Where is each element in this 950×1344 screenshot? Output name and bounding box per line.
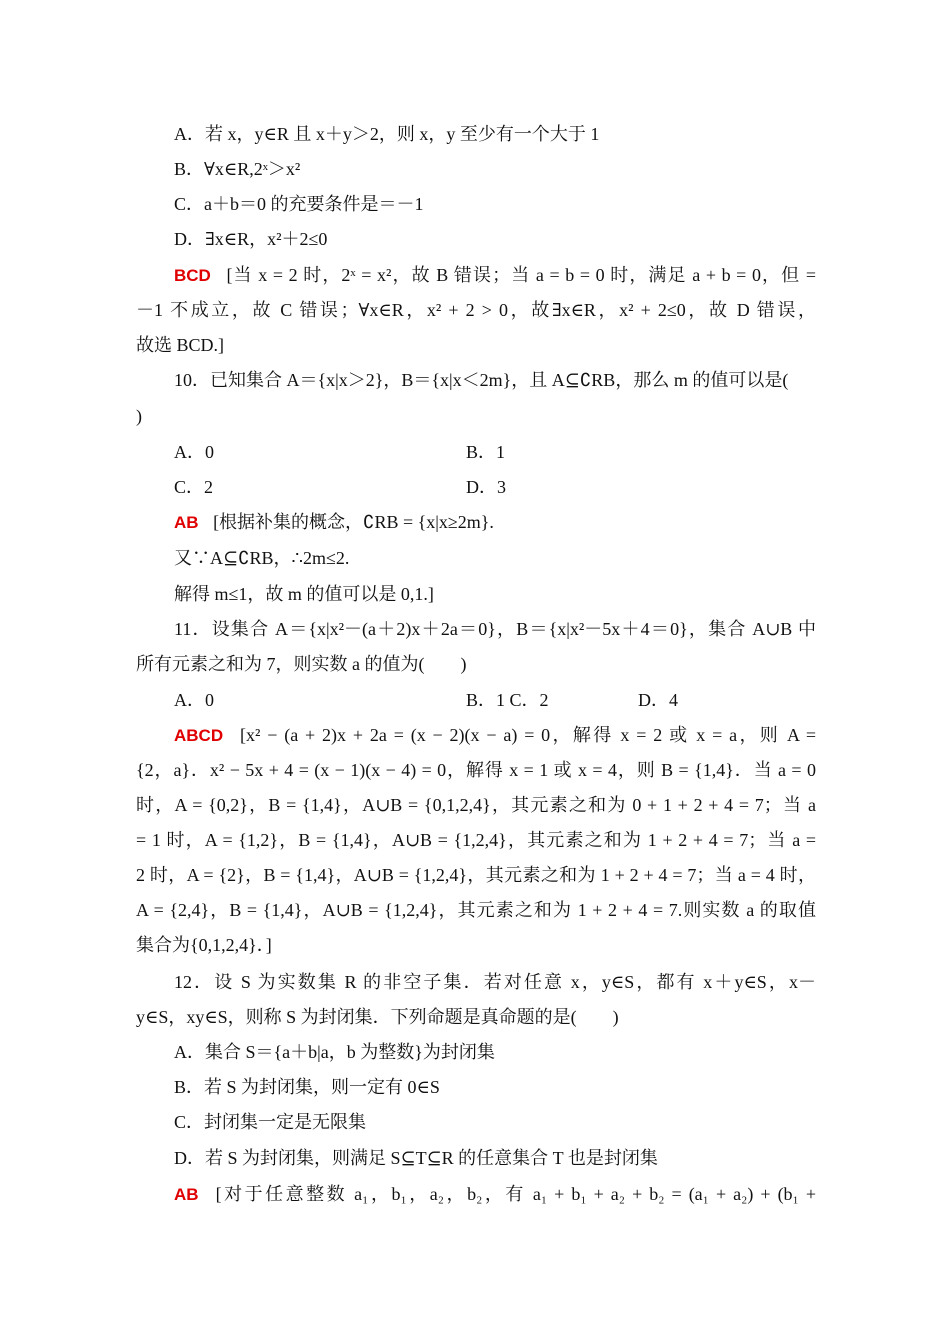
q9-answer-label: BCD — [174, 266, 211, 285]
q9-option-b: B．∀x∈R,2ˣ＞x² — [174, 159, 301, 179]
q11-explanation-6: A = {2,4}，B = {1,4}，A∪B = {1,2,4}，其元素之和为 1 + 2 + 4 = 7.则实数 a 的取值 — [136, 900, 816, 920]
q12-answer-label: AB — [174, 1185, 199, 1204]
q12-explanation-1: [对于任意整数 a₁，b₁，a₂，b₂，有 a₁ + b₁ + a₂ + b₂ = (a₁ + a₂) + (b₁ + — [215, 1184, 817, 1204]
q11-explanation-3: 时，A = {0,2}，B = {1,4}，A∪B = {0,1,2,4}，其元素之和为 0 + 1 + 2 + 4 = 7；当 a — [136, 795, 816, 815]
q11-answer-line — [174, 723, 816, 748]
q11-answer-label: ABCD — [174, 726, 224, 745]
q11-explanation-4: = 1 时，A = {1,2}，B = {1,4}，A∪B = {1,2,4}，其元素之和为 1 + 2 + 4 = 7；当 a = — [136, 830, 816, 850]
q12-option-d: D．若 S 为封闭集，则满足 S⊆T⊆R 的任意集合 T 也是封闭集 — [174, 1148, 658, 1168]
q12-answer-line — [174, 1182, 816, 1207]
q9-option-d: D．∃x∈R，x²＋2≤0 — [174, 229, 328, 249]
q10-answer-label: AB — [174, 513, 199, 532]
q11-option-bc: B．1 C．2 — [466, 690, 549, 710]
q11-explanation-5: 2 时，A = {2}，B = {1,4}，A∪B = {1,2,4}，其元素之和为 1 + 2 + 4 = 7；当 a = 4 时， — [136, 865, 816, 885]
q9-option-a: A．若 x，y∈R 且 x＋y＞2，则 x，y 至少有一个大于 1 — [174, 124, 600, 144]
q10-option-a: A．0 — [174, 442, 214, 462]
q10-explanation-1: [根据补集的概念，∁RB = {x|x≥2m}. — [213, 512, 494, 532]
q11-explanation-2: {2，a}．x² − 5x + 4 = (x − 1)(x − 4) = 0，解得 x = 1 或 x = 4，则 B = {1,4}．当 a = 0 — [136, 760, 816, 780]
q9-explanation-1: [当 x = 2 时，2ˣ = x²，故 B 错误；当 a = b = 0 时，满足 a + b = 0，但 = — [226, 265, 817, 285]
q11-explanation-1: [x² − (a + 2)x + 2a = (x − 2)(x − a) = 0，解得 x = 2 或 x = a，则 A = — [239, 725, 817, 745]
q11-explanation-7: 集合为{0,1,2,4}．] — [136, 935, 272, 955]
q9-option-c: C．a＋b＝0 的充要条件是＝－1 — [174, 194, 424, 214]
q12-option-c: C．封闭集一定是无限集 — [174, 1112, 367, 1132]
q9-answer-line — [174, 263, 816, 288]
q12-stem-1: 12．设 S 为实数集 R 的非空子集．若对任意 x，y∈S，都有 x＋y∈S，x－ — [174, 972, 816, 992]
q12-stem-2: y∈S，xy∈S，则称 S 为封闭集．下列命题是真命题的是( ) — [136, 1007, 619, 1027]
q11-stem-2: 所有元素之和为 7，则实数 a 的值为( ) — [136, 654, 467, 674]
q10-stem-2: ) — [136, 406, 142, 426]
q10-answer-line — [174, 510, 816, 535]
q10-option-b: B．1 — [466, 442, 506, 462]
q11-option-d: D．4 — [638, 690, 678, 710]
q10-stem-1: 10．已知集合 A＝{x|x＞2}，B＝{x|x＜2m}，且 A⊆∁RB，那么 m 的值可以是( — [174, 370, 789, 390]
q11-option-a: A．0 — [174, 690, 214, 710]
q12-option-a: A．集合 S＝{a＋b|a，b 为整数}为封闭集 — [174, 1042, 495, 1062]
q12-option-b: B．若 S 为封闭集，则一定有 0∈S — [174, 1077, 440, 1097]
q11-stem-1: 11．设集合 A＝{x|x²－(a＋2)x＋2a＝0}，B＝{x|x²－5x＋4＝0}，集合 A∪B 中 — [174, 619, 816, 639]
q9-explanation-2: －1 不成立，故 C 错误；∀x∈R，x² + 2 > 0，故∃x∈R，x² + 2≤0，故 D 错误， — [136, 300, 816, 320]
q10-explanation-2: 又∵A⊆∁RB，∴2m≤2. — [174, 548, 350, 568]
q10-explanation-3: 解得 m≤1，故 m 的值可以是 0,1.] — [174, 584, 434, 604]
q10-option-d: D．3 — [466, 477, 506, 497]
q9-explanation-3: 故选 BCD.] — [136, 335, 225, 355]
q10-option-c: C．2 — [174, 477, 214, 497]
